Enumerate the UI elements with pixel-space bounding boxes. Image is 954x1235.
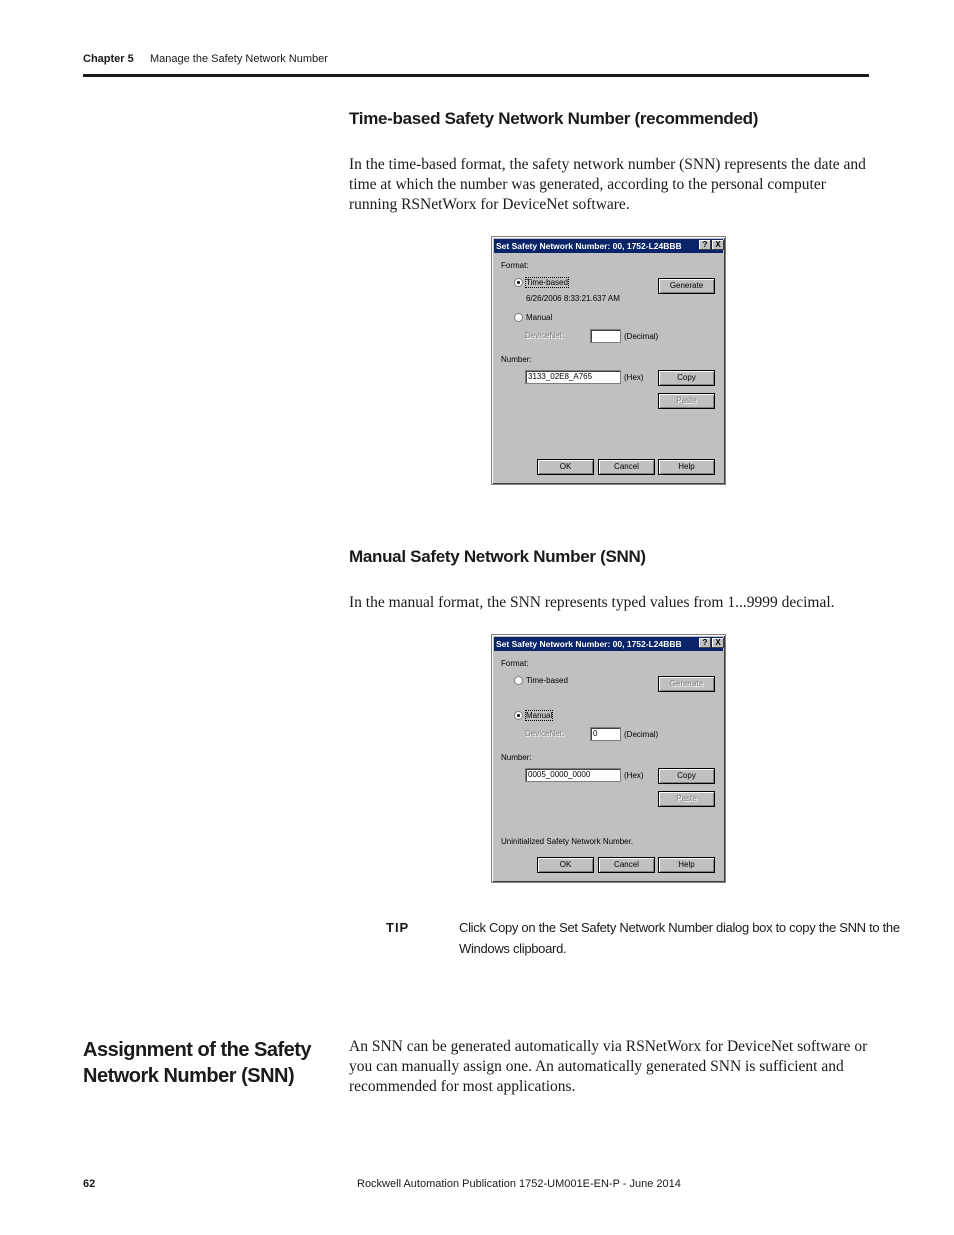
paste-button[interactable]: Paste [658,791,715,807]
time-based-radio-label[interactable]: Time-based [526,278,568,287]
snn-dialog-manual [491,634,726,883]
hex-label: (Hex) [624,771,644,780]
number-label: Number: [501,753,532,762]
devicenet-input[interactable]: 0 [590,727,621,741]
help-button[interactable]: Help [658,857,715,873]
format-label: Format: [501,261,529,270]
devicenet-label: DeviceNet: [525,331,565,340]
assignment-paragraph: An SNN can be generated automatically via RSNetWorx for DeviceNet software or you can manually assign one. An automatically generated SNN is sufficient and recommended for most applications. [349,1038,868,1095]
number-input[interactable]: 3133_02E8_A765 [525,370,621,384]
number-label: Number: [501,355,532,364]
time-based-radio[interactable] [514,278,523,287]
manual-heading: Manual Safety Network Number (SNN) [349,547,646,566]
format-label: Format: [501,659,529,668]
tip-line-1: Click Copy on the Set Safety Network Number dialog box to copy the SNN to the [459,920,900,935]
paste-button[interactable]: Paste [658,393,715,409]
copy-button[interactable]: Copy [658,370,715,386]
number-input[interactable]: 0005_0000_0000 [525,768,621,782]
tip-line-2: Windows clipboard. [459,941,567,956]
cancel-button[interactable]: Cancel [598,857,655,873]
time-based-paragraph: In the time-based format, the safety network number (SNN) represents the date and time at which the number was generated, according to the personal computer running RSNetWorx for DeviceNet software. [349,156,866,213]
manual-radio-label[interactable]: Manual [526,711,553,720]
snn-dialog-time-based [491,236,726,485]
generate-button[interactable]: Generate [658,278,715,294]
dialog-titlebar: Set Safety Network Number: 00, 1752-L24BBB [494,239,723,253]
devicenet-label: DeviceNet: [525,729,565,738]
manual-radio[interactable] [514,711,523,720]
ok-button[interactable]: OK [537,459,594,475]
chapter-label: Chapter 5 [83,53,134,65]
help-icon[interactable]: ? [699,240,711,250]
decimal-label: (Decimal) [624,332,659,341]
dialog-titlebar: Set Safety Network Number: 00, 1752-L24BBB [494,637,723,651]
help-button[interactable]: Help [658,459,715,475]
decimal-label: (Decimal) [624,730,659,739]
chapter-title: Manage the Safety Network Number [150,53,328,65]
header-rule [83,74,869,77]
time-based-radio-label[interactable]: Time-based [526,676,568,685]
manual-radio-label[interactable]: Manual [526,313,553,322]
assignment-heading-line-2: Network Number (SNN) [83,1065,295,1087]
page-number: 62 [83,1178,96,1190]
ok-button[interactable]: OK [537,857,594,873]
close-icon[interactable]: X [712,638,724,648]
assignment-heading-line-1: Assignment of the Safety [83,1039,312,1061]
copy-button[interactable]: Copy [658,768,715,784]
close-icon[interactable]: X [712,240,724,250]
manual-paragraph: In the manual format, the SNN represents typed values from 1...9999 decimal. [349,594,835,611]
tip-label: TIP [386,920,410,935]
help-icon[interactable]: ? [699,638,711,648]
time-based-heading: Time-based Safety Network Number (recommended) [349,109,759,128]
manual-radio[interactable] [514,313,523,322]
status-text: Uninitialized Safety Network Number. [501,837,634,846]
cancel-button[interactable]: Cancel [598,459,655,475]
time-based-radio[interactable] [514,676,523,685]
timestamp-text: 6/26/2006 8:33:21.637 AM [526,294,620,303]
devicenet-input[interactable] [590,329,621,343]
generate-button[interactable]: Generate [658,676,715,692]
hex-label: (Hex) [624,373,644,382]
publication-info: Rockwell Automation Publication 1752-UM001E-EN-P - June 2014 [357,1178,681,1190]
